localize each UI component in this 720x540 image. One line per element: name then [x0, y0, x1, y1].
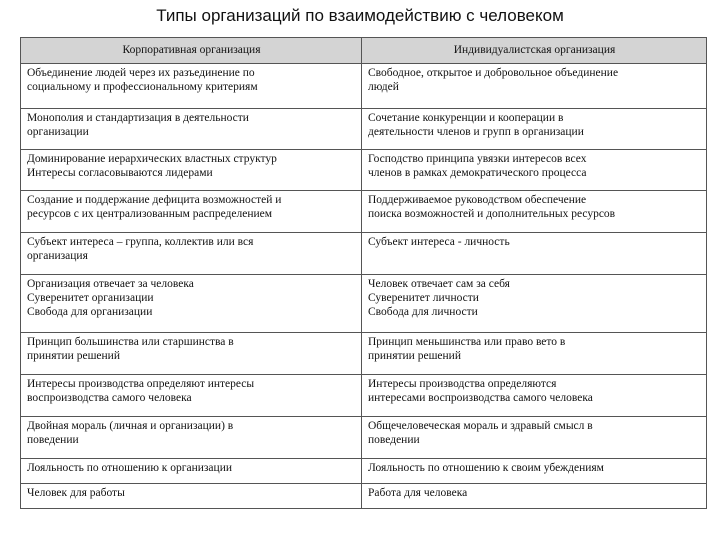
table-row	[21, 375, 707, 417]
cell-text-line: организация	[27, 250, 88, 262]
cell-individualist	[362, 275, 707, 333]
cell-text-line: Общечеловеческая мораль и здравый смысл в	[368, 420, 593, 432]
cell-text-line: деятельности членов и групп в организации	[368, 126, 584, 138]
cell-text-line: Господство принципа увязки интересов всех	[368, 153, 587, 165]
cell-text-line: Субъект интереса – группа, коллектив или вся	[27, 236, 254, 248]
cell-text-line: Суверенитет организации	[27, 292, 154, 304]
cell-text-line: поиска возможностей и дополнительных ресурсов	[368, 208, 616, 220]
cell-text-line: организации	[27, 126, 89, 138]
cell-text-line: Суверенитет личности	[368, 292, 479, 304]
cell-text-line: Принцип большинства или старшинства в	[27, 336, 234, 348]
table-row	[21, 64, 707, 109]
header-corporate: Корпоративная организация	[21, 38, 362, 64]
cell-text-line: поведении	[27, 434, 79, 446]
table-row	[21, 484, 707, 509]
cell-individualist	[362, 109, 707, 150]
cell-corporate	[21, 484, 362, 509]
comparison-table	[20, 37, 707, 509]
table-row	[21, 150, 707, 191]
table-row	[21, 417, 707, 459]
cell-individualist	[362, 375, 707, 417]
cell-text-line: Свобода для организации	[27, 306, 153, 318]
cell-text-line: Принцип меньшинства или право вето в	[368, 336, 566, 348]
cell-individualist	[362, 484, 707, 509]
cell-text-line: Работа для человека	[368, 487, 468, 499]
cell-text-line: Интересы согласовываются лидерами	[27, 167, 213, 179]
cell-corporate	[21, 333, 362, 375]
cell-individualist	[362, 64, 707, 109]
cell-text-line: Организация отвечает за человека	[27, 278, 194, 290]
cell-text-line: воспроизводства самого человека	[27, 392, 192, 404]
header-individualist: Индивидуалистская организация	[362, 38, 707, 64]
cell-text-line: Субъект интереса - личность	[368, 236, 510, 248]
cell-text-line: Человек отвечает сам за себя	[368, 278, 510, 290]
cell-corporate	[21, 417, 362, 459]
cell-corporate	[21, 459, 362, 484]
cell-text-line: людей	[368, 81, 399, 93]
table-body	[21, 64, 707, 509]
table-row	[21, 191, 707, 233]
cell-corporate	[21, 64, 362, 109]
cell-corporate	[21, 275, 362, 333]
cell-individualist	[362, 417, 707, 459]
cell-corporate	[21, 109, 362, 150]
table-row	[21, 233, 707, 275]
cell-text-line: интересами воспроизводства самого человека	[368, 392, 593, 404]
cell-text-line: Лояльность по отношению к своим убеждениям	[368, 462, 604, 474]
cell-text-line: Доминирование иерархических властных структур	[27, 153, 277, 165]
cell-text-line: Поддерживаемое руководством обеспечение	[368, 194, 587, 206]
cell-text-line: социальному и профессиональному критериям	[27, 81, 258, 93]
table-row	[21, 275, 707, 333]
cell-text-line: членов в рамках демократического процесса	[368, 167, 587, 179]
table-header-row	[21, 38, 707, 64]
cell-individualist	[362, 150, 707, 191]
cell-text-line: Лояльность по отношению к организации	[27, 462, 233, 474]
cell-text-line: Интересы производства определяют интересы	[27, 378, 255, 390]
cell-text-line: Создание и поддержание дефицита возможностей и	[27, 194, 282, 206]
cell-text-line: Интересы производства определяются	[368, 378, 557, 390]
cell-individualist	[362, 233, 707, 275]
cell-text-line: ресурсов с их централизованным распределением	[27, 208, 273, 220]
cell-text-line: принятии решений	[27, 350, 120, 362]
cell-corporate	[21, 150, 362, 191]
cell-individualist	[362, 191, 707, 233]
table-row	[21, 333, 707, 375]
cell-text-line: Сочетание конкуренции и кооперации в	[368, 112, 564, 124]
cell-text-line: Двойная мораль (личная и организации) в	[27, 420, 234, 432]
cell-text-line: принятии решений	[368, 350, 461, 362]
cell-text-line: Свободное, открытое и добровольное объединение	[368, 67, 619, 79]
cell-text-line: Объединение людей через их разъединение по	[27, 67, 255, 79]
cell-corporate	[21, 191, 362, 233]
page-title: Типы организаций по взаимодействию с человеком	[156, 6, 564, 25]
cell-text-line: Монополия и стандартизация в деятельности	[27, 112, 249, 124]
cell-text-line: Свобода для личности	[368, 306, 478, 318]
table-row	[21, 109, 707, 150]
cell-individualist	[362, 333, 707, 375]
cell-text-line: Человек для работы	[27, 487, 125, 499]
cell-corporate	[21, 375, 362, 417]
cell-text-line: поведении	[368, 434, 420, 446]
cell-corporate	[21, 233, 362, 275]
cell-individualist	[362, 459, 707, 484]
table-row	[21, 459, 707, 484]
